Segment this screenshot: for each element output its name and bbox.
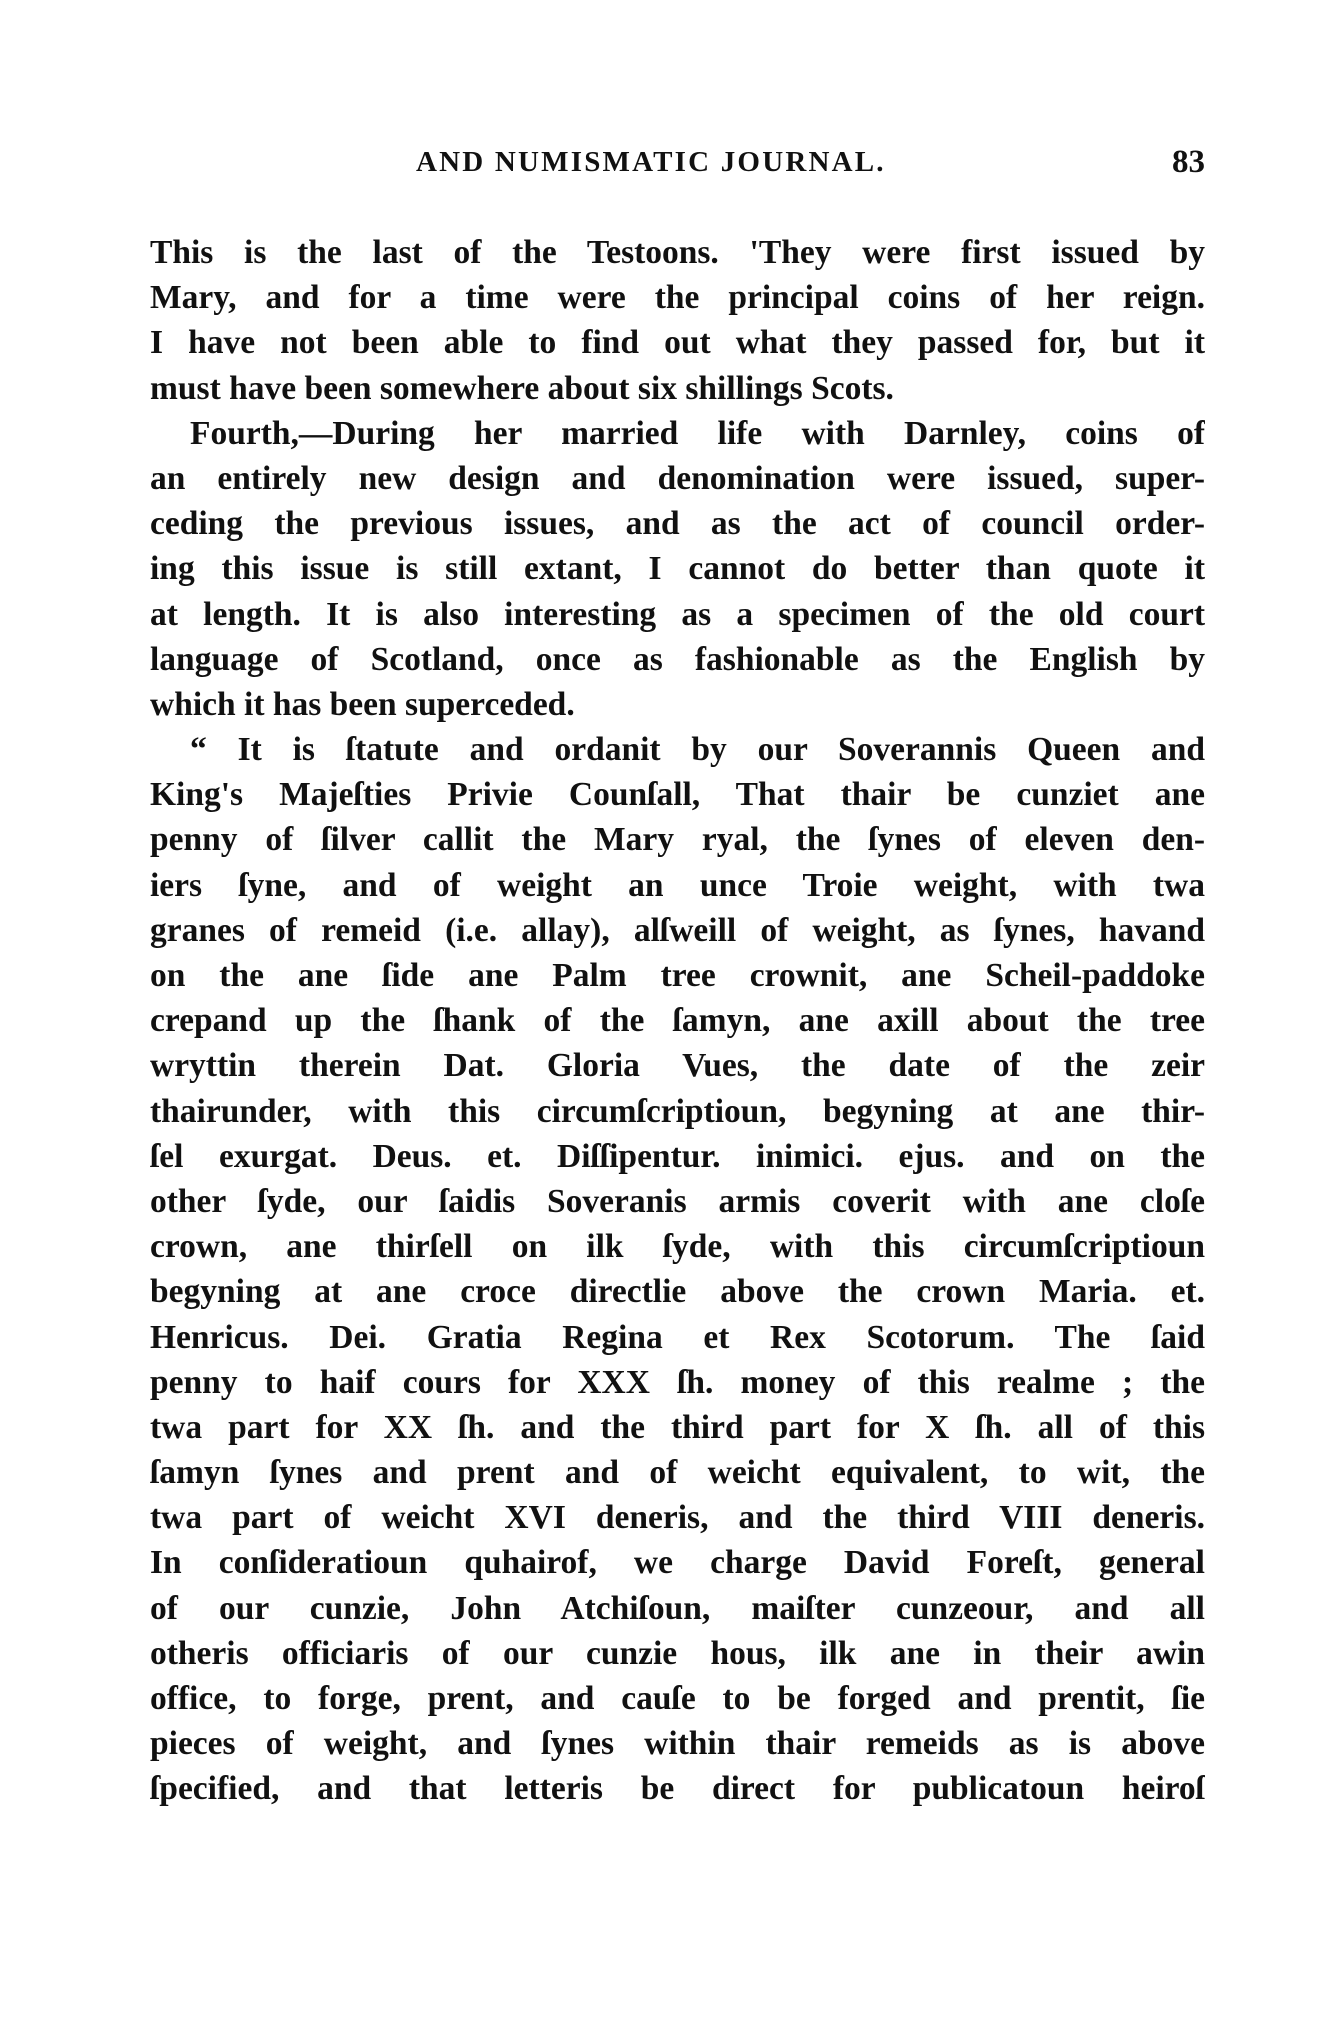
text-line: crown, ane thirſell on ilk ſyde, with this circumſcriptioun	[150, 1228, 1205, 1266]
text-line: Fourth,—During her married life with Darnley, coins of	[190, 414, 1205, 452]
text-line: This is the last of the Testoons. 'They were first issued by	[150, 234, 1205, 271]
text-line: “ It is ſtatute and ordanit by our Soverannis Queen and	[190, 731, 1205, 769]
text-line: which it has been superceded.	[150, 685, 575, 723]
text-line: granes of remeid (i.e. allay), alſweill of weight, as ſynes, havand	[150, 911, 1205, 949]
text-line: In conſideratioun quhairof, we charge David Foreſt, general	[150, 1544, 1205, 1582]
text-line: thairunder, with this circumſcriptioun, begyning at ane thir-	[150, 1092, 1205, 1130]
text-line: an entirely new design and denomination were issued, super-	[150, 459, 1205, 497]
running-head	[150, 146, 1205, 186]
text-line: pieces of weight, and ſynes within thair remeids as is above	[150, 1725, 1205, 1763]
text-line: language of Scotland, once as fashionable as the English by	[150, 640, 1205, 678]
text-line: must have been somewhere about six shillings Scots.	[150, 369, 894, 407]
text-line: ſel exurgat. Deus. et. Diſſipentur. inimici. ejus. and on the	[150, 1137, 1205, 1175]
text-line: ing this issue is still extant, I cannot do better than quote it	[150, 550, 1205, 588]
text-line: crepand up the ſhank of the ſamyn, ane axill about the tree	[150, 1002, 1205, 1040]
text-line: ceding the previous issues, and as the act of council order-	[150, 505, 1205, 543]
text-line: ſpecified, and that letteris be direct for publicatoun heiroſ	[150, 1770, 1205, 1808]
text-line: penny to haif cours for XXX ſh. money of this realme ; the	[150, 1363, 1205, 1401]
text-line: office, to forge, prent, and cauſe to be forged and prentit, ſie	[150, 1680, 1205, 1717]
page-number: 83	[1172, 144, 1205, 180]
text-line: King's Majeſties Privie Counſall, That thair be cunziet ane	[150, 776, 1205, 814]
body-text	[150, 230, 1205, 1812]
text-line: wryttin therein Dat. Gloria Vues, the date of the zeir	[150, 1047, 1205, 1085]
text-line: ſamyn ſynes and prent and of weicht equivalent, to wit, the	[150, 1454, 1205, 1492]
text-line: iers ſyne, and of weight an unce Troie weight, with twa	[150, 866, 1205, 904]
text-line: Henricus. Dei. Gratia Regina et Rex Scotorum. The ſaid	[150, 1318, 1205, 1356]
text-line: twa part of weicht XVI deneris, and the third VIII deneris.	[150, 1499, 1205, 1537]
text-line: I have not been able to find out what they passed for, but it	[150, 324, 1205, 362]
running-title: AND NUMISMATIC JOURNAL.	[416, 146, 886, 178]
text-line: begyning at ane croce directlie above the crown Maria. et.	[150, 1273, 1205, 1311]
text-line: Mary, and for a time were the principal coins of her reign.	[150, 279, 1205, 317]
text-line: at length. It is also interesting as a specimen of the old court	[150, 595, 1205, 633]
text-line: other ſyde, our ſaidis Soveranis armis coverit with ane cloſe	[150, 1182, 1205, 1220]
text-line: otheris officiaris of our cunzie hous, ilk ane in their awin	[150, 1634, 1205, 1672]
text-line: on the ane ſide ane Palm tree crownit, ane Scheil-paddoke	[150, 957, 1205, 994]
text-line: of our cunzie, John Atchiſoun, maiſter cunzeour, and all	[150, 1589, 1205, 1627]
text-line: twa part for XX ſh. and the third part for X ſh. all of this	[150, 1408, 1205, 1446]
text-line: penny of ſilver callit the Mary ryal, the ſynes of eleven den-	[150, 821, 1205, 859]
